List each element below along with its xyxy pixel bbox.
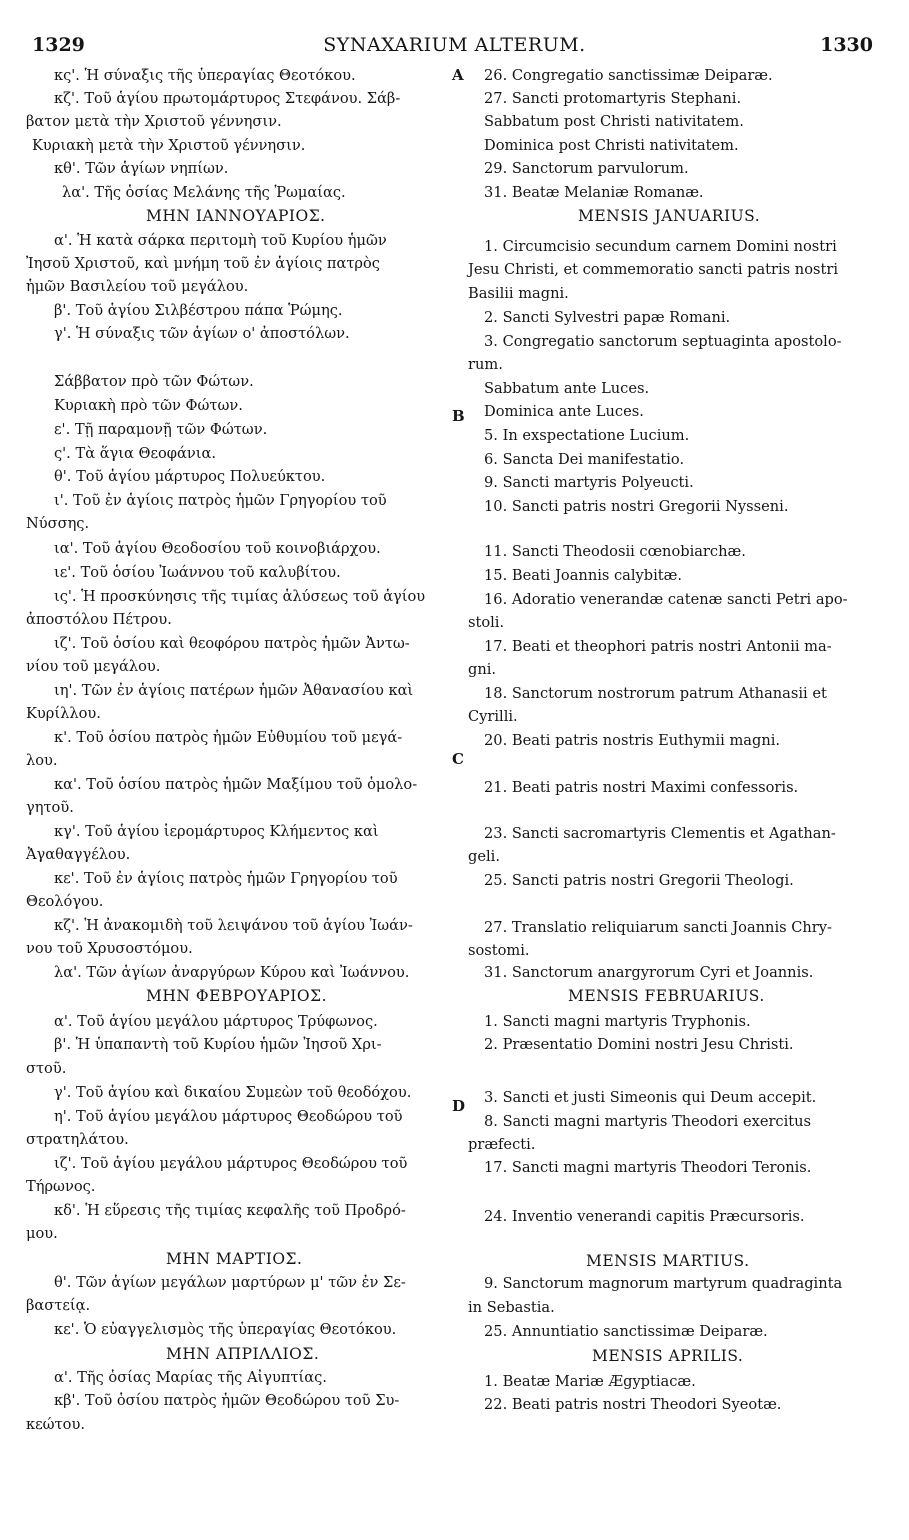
margin-marker: C [452, 750, 464, 768]
greek-line: Κυρίλλου. [26, 705, 101, 722]
latin-line: 17. Beati et theophori patris nostri Antonii ma- [484, 638, 832, 655]
greek-line: λα'. Τῶν ἁγίων ἀναργύρων Κύρου καὶ Ἰωάννου. [54, 964, 410, 981]
latin-line: in Sebastia. [468, 1299, 555, 1316]
greek-line: Σάββατον πρὸ τῶν Φώτων. [54, 373, 254, 390]
greek-line: α'. Τῆς ὁσίας Μαρίας τῆς Αἰγυπτίας. [54, 1369, 327, 1386]
greek-line: κεώτου. [26, 1416, 85, 1433]
greek-line: ιη'. Τῶν ἐν ἁγίοις πατέρων ἡμῶν Ἀθανασίου καὶ [54, 682, 414, 699]
greek-line: ἡμῶν Βασιλείου τοῦ μεγάλου. [26, 278, 249, 295]
greek-line: νου τοῦ Χρυσοστόμου. [26, 940, 193, 957]
month-heading: ΜΗΝ ΜΑΡΤΙΟΣ. [166, 1250, 303, 1268]
greek-line: Κυριακὴ μετὰ τὴν Χριστοῦ γέννησιν. [32, 137, 306, 154]
latin-line: Jesu Christi, et commemoratio sancti patris nostri [468, 261, 838, 278]
latin-line: 1. Sancti magni martyris Tryphonis. [484, 1013, 751, 1030]
margin-marker: D [452, 1097, 466, 1115]
latin-line: 27. Sancti protomartyris Stephani. [484, 90, 742, 107]
latin-line: geli. [468, 848, 500, 865]
latin-line: 3. Sancti et justi Simeonis qui Deum accepit. [484, 1089, 817, 1106]
month-heading: ΜΗΝ ΦΕΒΡΟΥΑΡΙΟΣ. [146, 987, 327, 1005]
greek-line: θ'. Τῶν ἁγίων μεγάλων μαρτύρων μ' τῶν ἐν Σε- [54, 1274, 406, 1291]
latin-line: 8. Sancti magni martyris Theodori exercitus [484, 1113, 812, 1130]
month-heading: ΜΗΝ ΙΑΝΝΟΥΑΡΙΟΣ. [146, 207, 326, 225]
greek-line: ιζ'. Τοῦ ἁγίου μεγάλου μάρτυρος Θεοδώρου τοῦ [54, 1155, 408, 1172]
greek-line: κζ'. Ἡ ἀνακομιδὴ τοῦ λειψάνου τοῦ ἁγίου Ἰωάν- [54, 917, 413, 934]
greek-line: στοῦ. [26, 1060, 67, 1077]
greek-line: μου. [26, 1225, 58, 1242]
greek-line: θ'. Τοῦ ἁγίου μάρτυρος Πολυεύκτου. [54, 468, 326, 485]
latin-line: 17. Sancti magni martyris Theodori Teronis. [484, 1159, 812, 1176]
latin-line: 10. Sancti patris nostri Gregorii Nysseni. [484, 498, 789, 515]
latin-line: 22. Beati patris nostri Theodori Syeotæ. [484, 1396, 782, 1413]
page-number-left: 1329 [32, 34, 85, 56]
greek-line: α'. Ἡ κατὰ σάρκα περιτομὴ τοῦ Κυρίου ἡμῶν [54, 232, 387, 249]
latin-line: 2. Sancti Sylvestri papæ Romani. [484, 309, 731, 326]
greek-line: νίου τοῦ μεγάλου. [26, 658, 161, 675]
greek-line: κθ'. Τῶν ἁγίων νηπίων. [54, 160, 229, 177]
month-heading: ΜΗΝ ΑΠΡΙΛΛΙΟΣ. [166, 1345, 320, 1363]
greek-line: κ'. Τοῦ ὁσίου πατρὸς ἡμῶν Εὐθυμίου τοῦ μεγά- [54, 729, 403, 746]
greek-line: ιε'. Τοῦ ὁσίου Ἰωάννου τοῦ καλυβίτου. [54, 564, 341, 581]
greek-line: στρατηλάτου. [26, 1131, 129, 1148]
greek-line: κε'. Τοῦ ἐν ἁγίοις πατρὸς ἡμῶν Γρηγορίου τοῦ [54, 870, 398, 887]
latin-line: 9. Sanctorum magnorum martyrum quadraginta [484, 1275, 843, 1292]
latin-line: sostomi. [468, 942, 530, 959]
latin-line: stoli. [468, 614, 505, 631]
greek-line: βαστείᾳ. [26, 1297, 91, 1314]
latin-line: 1. Circumcisio secundum carnem Domini nostri [484, 238, 837, 255]
latin-line: 9. Sancti martyris Polyeucti. [484, 474, 694, 491]
latin-line: 31. Sanctorum anargyrorum Cyri et Joannis. [484, 964, 814, 981]
greek-line: Ἰησοῦ Χριστοῦ, καὶ μνήμη τοῦ ἐν ἁγίοις πατρὸς [26, 255, 380, 272]
greek-line: κς'. Ἡ σύναξις τῆς ὑπεραγίας Θεοτόκου. [54, 67, 356, 84]
latin-line: 27. Translatio reliquiarum sancti Joannis Chry- [484, 919, 832, 936]
greek-line: λα'. Τῆς ὁσίας Μελάνης τῆς Ῥωμαίας. [62, 184, 346, 201]
margin-marker: A [452, 66, 464, 84]
greek-line: η'. Τοῦ ἁγίου μεγάλου μάρτυρος Θεοδώρου τοῦ [54, 1108, 403, 1125]
margin-marker: B [452, 407, 465, 425]
greek-line: γ'. Ἡ σύναξις τῶν ἁγίων ο' ἀποστόλων. [54, 325, 350, 342]
greek-line: ια'. Τοῦ ἁγίου Θεοδοσίου τοῦ κοινοβιάρχου. [54, 540, 381, 557]
greek-line: ε'. Τῇ παραμονῇ τῶν Φώτων. [54, 421, 268, 438]
greek-line: βατον μετὰ τὴν Χριστοῦ γέννησιν. [26, 113, 282, 130]
greek-line: Ἀγαθαγγέλου. [26, 846, 131, 863]
latin-line: 25. Sancti patris nostri Gregorii Theologi. [484, 872, 794, 889]
greek-line: ιζ'. Τοῦ ὁσίου καὶ θεοφόρου πατρὸς ἡμῶν Ἀντω- [54, 635, 410, 652]
latin-line: 26. Congregatio sanctissimæ Deiparæ. [484, 67, 773, 84]
greek-line: γ'. Τοῦ ἁγίου καὶ δικαίου Συμεὼν τοῦ θεοδόχου. [54, 1084, 412, 1101]
latin-line: rum. [468, 356, 503, 373]
month-heading: MENSIS JANUARIUS. [578, 207, 761, 225]
latin-line: 5. In exspectatione Lucium. [484, 427, 690, 444]
greek-line: λου. [26, 752, 58, 769]
page-header [18, 34, 891, 56]
running-title: SYNAXARIUM ALTERUM. [323, 34, 586, 56]
greek-line: Θεολόγου. [26, 893, 104, 910]
latin-line: 24. Inventio venerandi capitis Præcursoris. [484, 1208, 805, 1225]
latin-line: 3. Congregatio sanctorum septuaginta apostolo- [484, 333, 842, 350]
latin-line: 29. Sanctorum parvulorum. [484, 160, 689, 177]
greek-line: Τήρωνος. [26, 1178, 96, 1195]
greek-line: γητοῦ. [26, 799, 74, 816]
latin-line: Dominica post Christi nativitatem. [484, 137, 739, 154]
greek-line: κα'. Τοῦ ὁσίου πατρὸς ἡμῶν Μαξίμου τοῦ ὁμολο- [54, 776, 418, 793]
greek-line: κδ'. Ἡ εὕρεσις τῆς τιμίας κεφαλῆς τοῦ Προδρό- [54, 1202, 406, 1219]
latin-line: Cyrilli. [468, 708, 518, 725]
latin-line: 11. Sancti Theodosii cœnobiarchæ. [484, 543, 746, 560]
latin-line: 18. Sanctorum nostrorum patrum Athanasii et [484, 685, 827, 702]
latin-line: gni. [468, 661, 497, 678]
latin-line: 20. Beati patris nostris Euthymii magni. [484, 732, 781, 749]
month-heading: MENSIS APRILIS. [592, 1347, 744, 1365]
latin-line: 25. Annuntiatio sanctissimæ Deiparæ. [484, 1323, 768, 1340]
greek-line: Νύσσης. [26, 515, 90, 532]
latin-line: 16. Adoratio venerandæ catenæ sancti Petri apo- [484, 591, 848, 608]
greek-line: β'. Ἡ ὑπαπαντὴ τοῦ Κυρίου ἡμῶν Ἰησοῦ Χρι- [54, 1036, 382, 1053]
month-heading: MENSIS MARTIUS. [586, 1252, 750, 1270]
greek-line: κε'. Ὁ εὐαγγελισμὸς τῆς ὑπεραγίας Θεοτόκου. [54, 1321, 397, 1338]
greek-line: ις'. Ἡ προσκύνησις τῆς τιμίας ἁλύσεως τοῦ ἁγίου [54, 588, 426, 605]
greek-line: ς'. Τὰ ἅγια Θεοφάνια. [54, 445, 216, 462]
greek-line: α'. Τοῦ ἁγίου μεγάλου μάρτυρος Τρύφωνος. [54, 1013, 378, 1030]
greek-line: κζ'. Τοῦ ἁγίου πρωτομάρτυρος Στεφάνου. Σάβ- [54, 90, 401, 107]
greek-line: β'. Τοῦ ἁγίου Σιλβέστρου πάπα Ῥώμης. [54, 302, 343, 319]
latin-line: 15. Beati Joannis calybitæ. [484, 567, 683, 584]
latin-line: Sabbatum post Christi nativitatem. [484, 113, 744, 130]
latin-line: 1. Beatæ Mariæ Ægyptiacæ. [484, 1373, 696, 1390]
latin-line: 6. Sancta Dei manifestatio. [484, 451, 685, 468]
latin-line: 2. Præsentatio Domini nostri Jesu Christi. [484, 1036, 794, 1053]
greek-line: κβ'. Τοῦ ὁσίου πατρὸς ἡμῶν Θεοδώρου τοῦ Συ- [54, 1392, 400, 1409]
latin-line: præfecti. [468, 1136, 536, 1153]
latin-line: 31. Beatæ Melaniæ Romanæ. [484, 184, 704, 201]
greek-line: ἀποστόλου Πέτρου. [26, 611, 172, 628]
page-number-right: 1330 [820, 34, 873, 56]
greek-line: κγ'. Τοῦ ἁγίου ἱερομάρτυρος Κλήμεντος καὶ [54, 823, 379, 840]
latin-line: Sabbatum ante Luces. [484, 380, 650, 397]
latin-line: 21. Beati patris nostri Maximi confessoris. [484, 779, 799, 796]
latin-line: 23. Sancti sacromartyris Clementis et Agathan- [484, 825, 836, 842]
latin-line: Dominica ante Luces. [484, 403, 644, 420]
month-heading: MENSIS FEBRUARIUS. [568, 987, 765, 1005]
latin-line: Basilii magni. [468, 285, 569, 302]
greek-line: Κυριακὴ πρὸ τῶν Φώτων. [54, 397, 243, 414]
greek-line: ι'. Τοῦ ἐν ἁγίοις πατρὸς ἡμῶν Γρηγορίου τοῦ [54, 492, 387, 509]
